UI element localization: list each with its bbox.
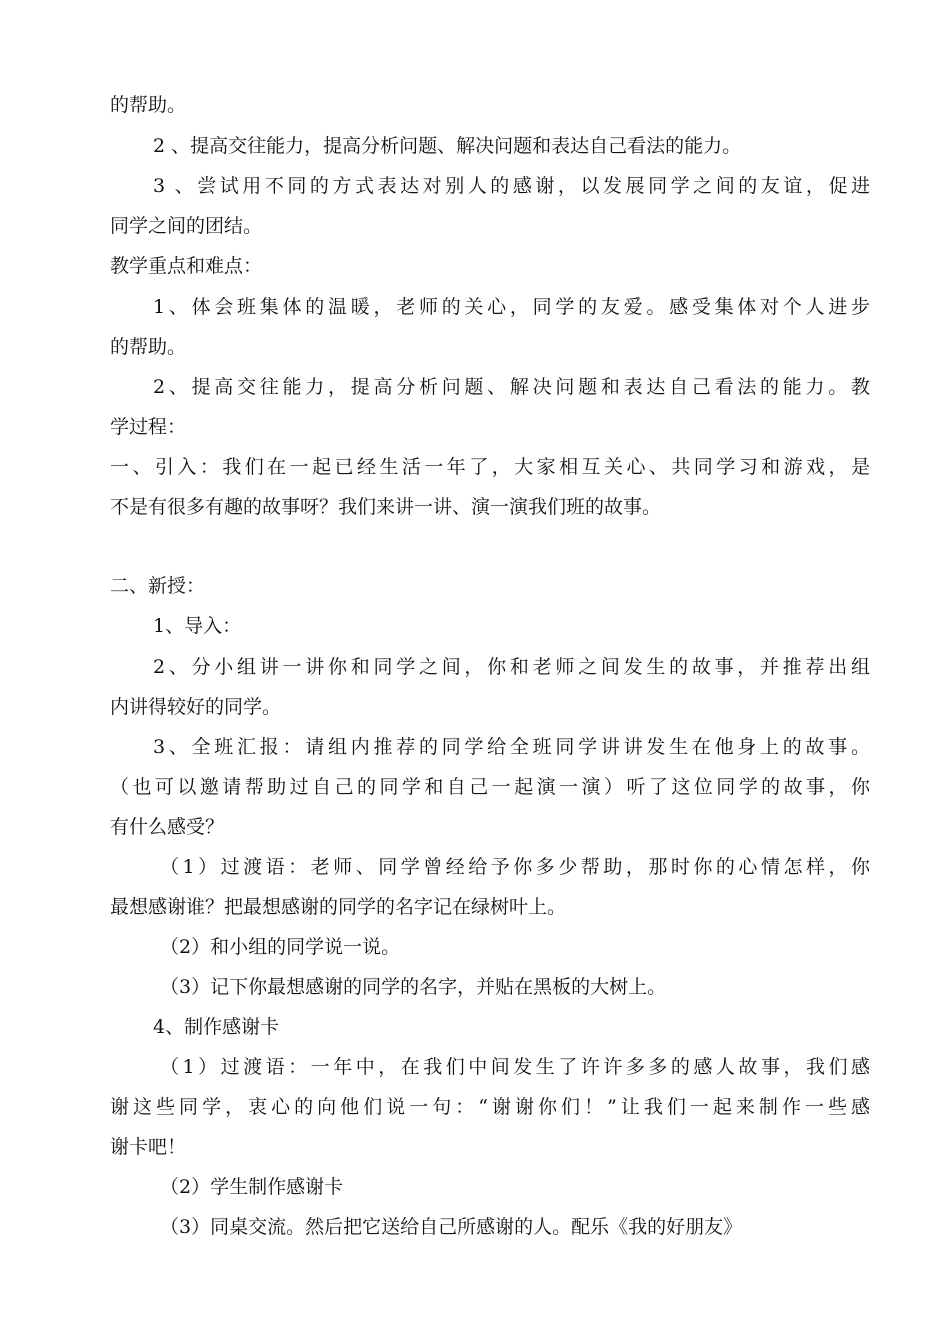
text-line: （1）过渡语：老师、同学曾经给予你多少帮助，那时你的心情怎样，你 <box>160 856 870 878</box>
text-line: 3、全班汇报：请组内推荐的同学给全班同学讲讲发生在他身上的故事。 <box>153 736 870 758</box>
text-line: 谢这些同学，衷心的向他们说一句：“谢谢你们！”让我们一起来制作一些感 <box>110 1096 870 1118</box>
text-line: 不是有很多有趣的故事呀？我们来讲一讲、演一演我们班的故事。 <box>110 496 662 518</box>
text-line: 一、引入：我们在一起已经生活一年了，大家相互关心、共同学习和游戏，是 <box>110 456 870 478</box>
text-line: 的帮助。 <box>110 336 187 358</box>
text-line: 谢卡吧！ <box>110 1136 187 1158</box>
text-line: 的帮助。 <box>110 94 187 116</box>
text-line: （2）和小组的同学说一说。 <box>160 936 401 958</box>
text-line: （2）学生制作感谢卡 <box>160 1176 344 1198</box>
section-heading: 二、新授： <box>110 575 206 597</box>
text-line: 1、体会班集体的温暖，老师的关心，同学的友爱。感受集体对个人进步 <box>153 296 870 318</box>
text-line: （1）过渡语：一年中，在我们中间发生了许许多多的感人故事，我们感 <box>160 1056 870 1078</box>
text-line: 同学之间的团结。 <box>110 215 263 237</box>
text-line: （也可以邀请帮助过自己的同学和自己一起演一演）听了这位同学的故事，你 <box>110 776 870 798</box>
section-heading: 教学重点和难点： <box>110 255 263 277</box>
text-line: （3）同桌交流。然后把它送给自己所感谢的人。配乐《我的好朋友》 <box>160 1216 743 1238</box>
text-line: 内讲得较好的同学。 <box>110 696 282 718</box>
text-line: 1、导入： <box>153 615 242 637</box>
text-line: 有什么感受？ <box>110 816 225 838</box>
text-line: 学过程： <box>110 416 187 438</box>
text-line: 3 、尝试用不同的方式表达对别人的感谢，以发展同学之间的友谊，促进 <box>153 175 870 197</box>
text-line: 2、提高交往能力，提高分析问题、解决问题和表达自己看法的能力。教 <box>153 376 870 398</box>
text-line: 4、制作感谢卡 <box>153 1016 280 1038</box>
text-line: 最想感谢谁？把最想感谢的同学的名字记在绿树叶上。 <box>110 896 567 918</box>
text-line: 2 、提高交往能力，提高分析问题、解决问题和表达自己看法的能力。 <box>153 135 742 157</box>
text-line: （3）记下你最想感谢的同学的名字，并贴在黑板的大树上。 <box>160 976 667 998</box>
text-line: 2、分小组讲一讲你和同学之间，你和老师之间发生的故事，并推荐出组 <box>153 656 870 678</box>
